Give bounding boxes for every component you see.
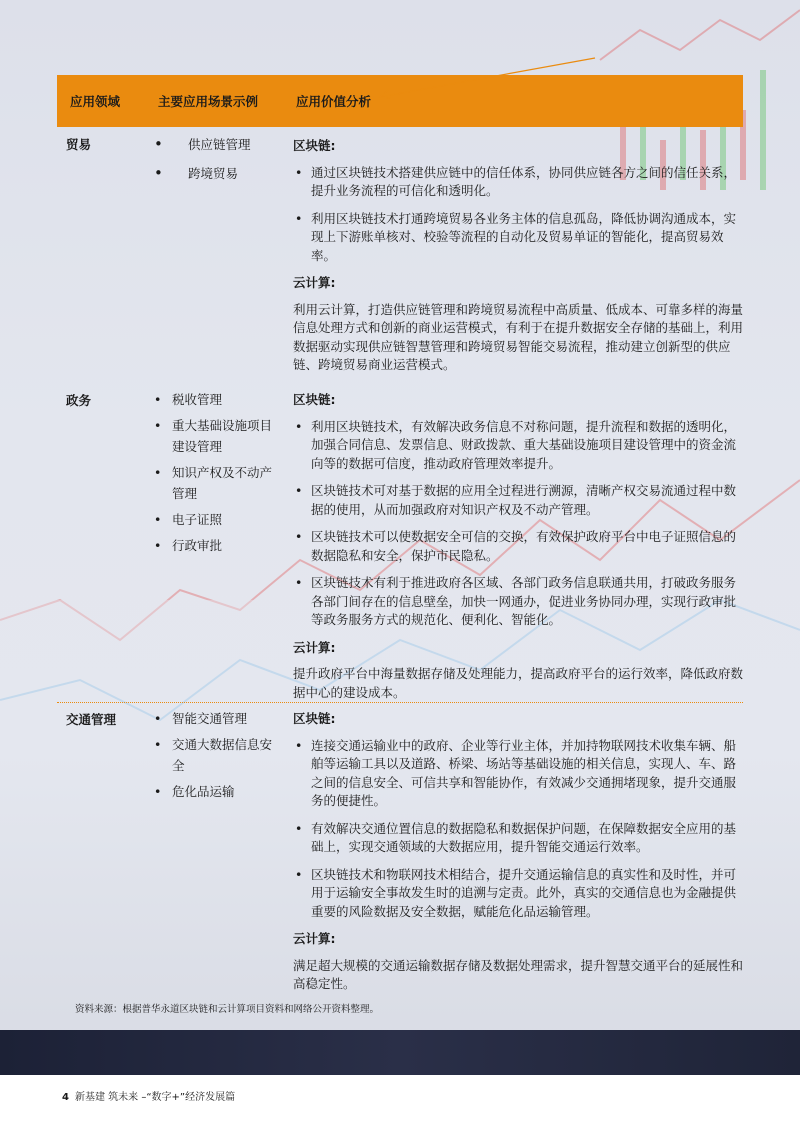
blockchain-points <box>293 418 743 630</box>
list-item: • 交通大数据信息安全 <box>154 734 279 776</box>
analysis-trade <box>293 137 743 379</box>
list-item: • 重大基础设施项目建设管理 <box>154 415 279 457</box>
scene-list-trade <box>154 134 279 192</box>
list-item: • 供应链管理 <box>154 134 279 155</box>
list-item: • 智能交通管理 <box>154 708 279 729</box>
header-scenes: 主要应用场景示例 <box>158 94 259 109</box>
list-item: • 电子证照 <box>154 509 279 530</box>
list-item: • 利用区块链技术，有效解决政务信息不对称问题，提升流程和数据的透明化，加强合同信息、发票信息、财政拨款、重大基础设施项目建设管理中的资金流向等的数据可信度，推动政府管理效率提升。 <box>293 418 743 474</box>
list-item: • 知识产权及不动产管理 <box>154 462 279 504</box>
source-note: 资料来源：根据普华永道区块链和云计算项目资料和网络公开资料整理。 <box>75 1004 380 1015</box>
cloud-heading: 云计算: <box>293 931 336 946</box>
scene-list-transport <box>154 708 279 807</box>
list-item: • 连接交通运输业中的政府、企业等行业主体，并加持物联网技术收集车辆、船舶等运输工具以及道路、桥梁、场站等基础设施的相关信息，实现人、车、路之间的信息安全、可信共享和智能协作，有效减少交通拥堵现象，提升交通服务的便捷性。 <box>293 737 743 811</box>
list-item: • 利用区块链技术打通跨境贸易各业务主体的信息孤岛，降低协调沟通成本，实现上下游账单核对、校验等流程的自动化及贸易单证的智能化，提高贸易效率。 <box>293 210 743 266</box>
blockchain-points <box>293 737 743 922</box>
dark-band <box>0 1030 800 1075</box>
blockchain-points <box>293 164 743 266</box>
list-item: • 区块链技术和物联网技术相结合，提升交通运输信息的真实性和及时性，并可用于运输安全事故发生时的追溯与定责。此外，真实的交通信息也为金融提供重要的风险数据及安全数据，赋能危化品运输管理。 <box>293 866 743 922</box>
area-label-government: 政务 <box>66 393 92 408</box>
list-item: • 区块链技术可以使数据安全可信的交换，有效保护政府平台中电子证照信息的数据隐私和安全，保护市民隐私。 <box>293 528 743 565</box>
cloud-heading: 云计算: <box>293 275 336 290</box>
list-item: • 跨境贸易 <box>154 163 279 184</box>
analysis-government <box>293 391 743 706</box>
header-area: 应用领域 <box>70 94 121 109</box>
list-item: • 区块链技术可对基于数据的应用全过程进行溯源，清晰产权交易流通过程中数据的使用，从而加强政府对知识产权及不动产管理。 <box>293 482 743 519</box>
blockchain-heading: 区块链: <box>293 392 336 407</box>
arrow-decoration <box>370 55 600 105</box>
header-analysis: 应用价值分析 <box>296 94 372 109</box>
cloud-text: 利用云计算，打造供应链管理和跨境贸易流程中高质量、低成本、可靠多样的海量信息处理方式和创新的商业运营模式，有利于在提升数据安全存储的基础上，利用数据驱动实现供应链智慧管理和跨境贸易智能交易流程，推动建立创新型的供应链、跨境贸易商业运营模式。 <box>293 301 744 372</box>
scene-list-government <box>154 389 279 561</box>
list-item: • 危化品运输 <box>154 781 279 802</box>
list-item: • 行政审批 <box>154 535 279 556</box>
row-divider <box>57 702 743 703</box>
page-number: 4 <box>62 1092 69 1103</box>
blockchain-heading: 区块链: <box>293 138 336 153</box>
analysis-transport <box>293 710 743 998</box>
blockchain-heading: 区块链: <box>293 711 336 726</box>
page-footer <box>62 1088 235 1103</box>
list-item: • 区块链技术有利于推进政府各区域、各部门政务信息联通共用，打破政务服务各部门间存在的信息壁垒，加快一网通办，促进业务协同办理，实现行政审批等政务服务方式的规范化、便利化、智能化。 <box>293 574 743 630</box>
list-item: • 税收管理 <box>154 389 279 410</box>
list-item: • 通过区块链技术搭建供应链中的信任体系，协同供应链各方之间的信任关系， 提升业务流程的可信化和透明化。 <box>293 164 743 201</box>
area-label-trade: 贸易 <box>66 137 92 152</box>
cloud-text: 提升政府平台中海量数据存储及处理能力，提高政府平台的运行效率，降低政府数据中心的建设成本。 <box>293 666 744 700</box>
cloud-text: 满足超大规模的交通运输数据存储及数据处理需求，提升智慧交通平台的延展性和高稳定性。 <box>293 957 744 991</box>
cloud-heading: 云计算: <box>293 639 336 655</box>
list-item: • 有效解决交通位置信息的数据隐私和数据保护问题，在保障数据安全应用的基础上，实现交通领域的大数据应用，提升智能交通运行效率。 <box>293 820 743 857</box>
footer-title: 新基建 筑未来 –“数字+”经济发展篇 <box>74 1092 236 1103</box>
area-label-transport: 交通管理 <box>66 712 117 727</box>
